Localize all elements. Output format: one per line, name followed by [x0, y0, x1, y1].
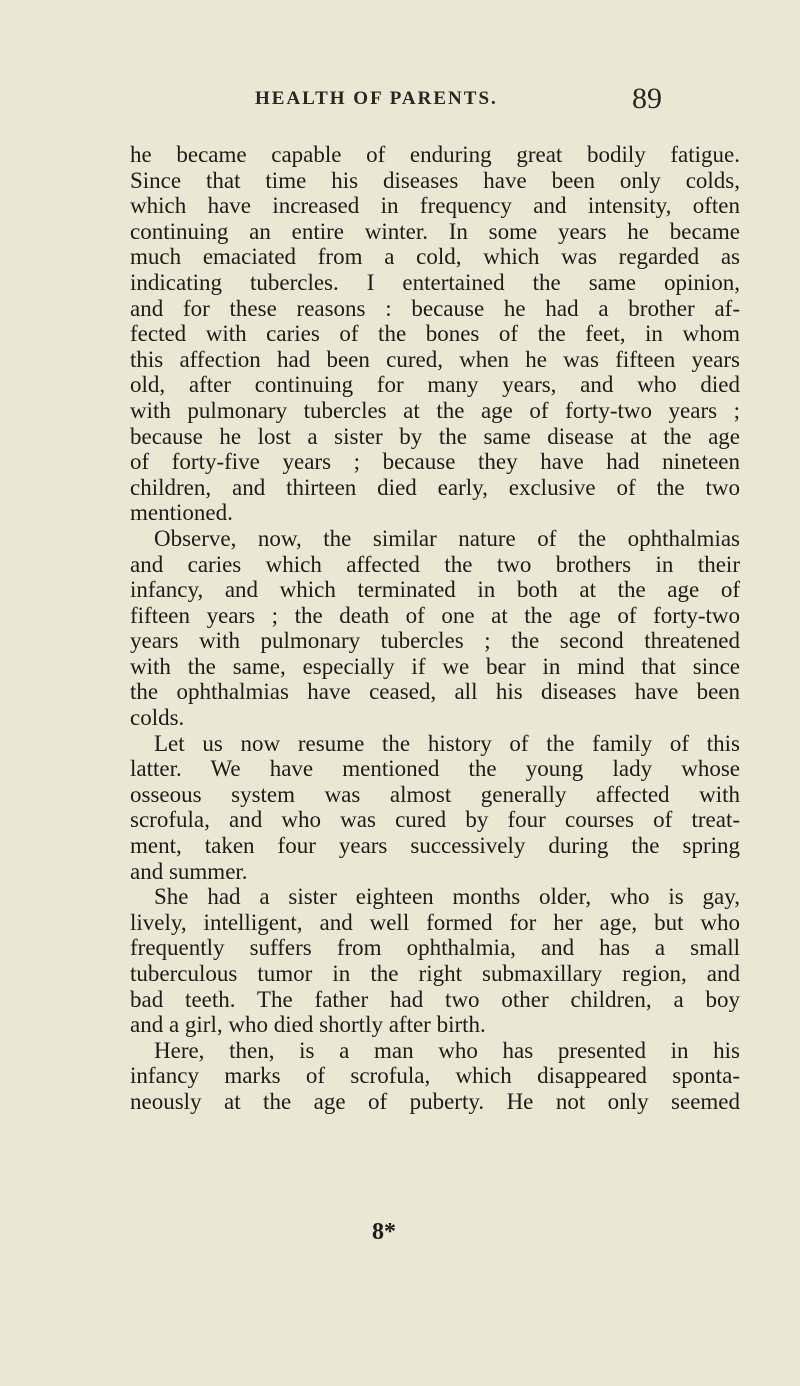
text-line: and a girl, who died shortly after birth.: [130, 1012, 486, 1038]
text-line: because he lost a sister by the same disease at the age: [130, 423, 740, 449]
text-line: and caries which affected the two brothers in their: [130, 551, 740, 577]
text-line: much emaciated from a cold, which was regarded as: [130, 244, 740, 270]
text-line: Here, then, is a man who has presented in his: [154, 1037, 740, 1063]
text-line: fifteen years ; the death of one at the age of forty-two: [130, 602, 740, 628]
text-line: frequently suffers from ophthalmia, and has a small: [130, 935, 740, 961]
text-line: and for these reasons : because he had a brother af-: [130, 295, 740, 321]
body-text: [130, 142, 740, 1115]
text-line: lively, intelligent, and well formed for her age, but who: [130, 909, 740, 935]
text-line: indicating tubercles. I entertained the same opinion,: [130, 269, 740, 295]
text-line: ment, taken four years successively during the spring: [130, 833, 740, 859]
text-line: scrofula, and who was cured by four courses of treat-: [130, 807, 740, 833]
page-number: 89: [632, 82, 662, 115]
text-line: he became capable of enduring great bodily fatigue.: [130, 142, 740, 167]
text-line: old, after continuing for many years, and who died: [130, 372, 740, 398]
text-line: osseous system was almost generally affected with: [130, 781, 740, 807]
text-line: the ophthalmias have ceased, all his diseases have been: [130, 679, 740, 705]
text-line: with the same, especially if we bear in mind that since: [130, 653, 740, 679]
text-line: which have increased in frequency and intensity, often: [130, 193, 740, 219]
text-line: mentioned.: [130, 500, 233, 526]
running-head: HEALTH OF PARENTS.: [255, 88, 498, 109]
page-header: [0, 82, 800, 118]
text-line: Since that time his diseases have been only colds,: [130, 167, 740, 193]
signature-mark: 8*: [372, 1219, 396, 1245]
text-line: Observe, now, the similar nature of the ophthalmias: [154, 525, 740, 551]
text-line: continuing an entire winter. In some years he became: [130, 218, 740, 244]
text-line: bad teeth. The father had two other children, a boy: [130, 986, 740, 1012]
text-line: infancy marks of scrofula, which disappeared sponta-: [130, 1063, 740, 1089]
text-line: infancy, and which terminated in both at the age of: [130, 577, 740, 603]
text-line: of forty-five years ; because they have had nineteen: [130, 449, 740, 475]
text-line: years with pulmonary tubercles ; the second threatened: [130, 628, 740, 654]
text-line: neously at the age of puberty. He not only seemed: [130, 1088, 740, 1114]
text-line: and summer.: [130, 858, 248, 884]
text-line: Let us now resume the history of the family of this: [154, 730, 740, 756]
text-line: colds.: [130, 705, 185, 731]
text-line: She had a sister eighteen months older, who is gay,: [154, 884, 740, 910]
text-line: tuberculous tumor in the right submaxillary region, and: [130, 961, 740, 986]
text-line: children, and thirteen died early, exclusive of the two: [130, 474, 740, 500]
text-line: with pulmonary tubercles at the age of forty-two years ;: [130, 397, 740, 423]
text-line: this affection had been cured, when he was fifteen years: [130, 346, 740, 372]
text-line: fected with caries of the bones of the feet, in whom: [130, 321, 740, 347]
text-line: latter. We have mentioned the young lady whose: [130, 756, 740, 782]
